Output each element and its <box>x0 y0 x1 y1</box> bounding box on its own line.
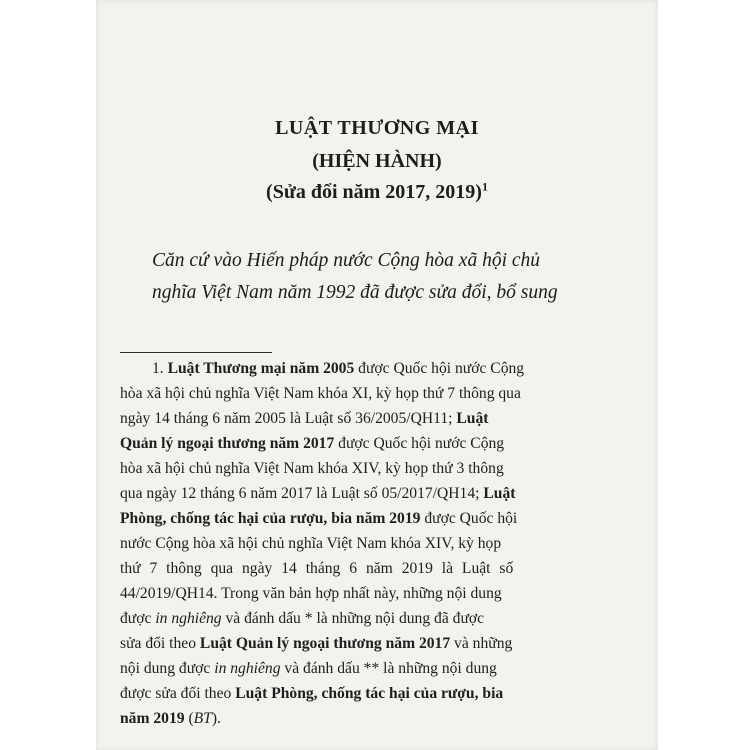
footnote-line-6 <box>120 485 515 503</box>
fn-bold: Phòng, chống tác hại của rượu, bia năm 2019 <box>120 510 421 527</box>
fn-italic: BT <box>193 710 212 727</box>
fn-bold: Luật Phòng, chống tác hại của rượu, bia <box>235 685 504 702</box>
footnote-line-15 <box>120 710 221 728</box>
fn-text: được Quốc hội <box>420 510 518 527</box>
footnote-line-4 <box>120 435 504 453</box>
fn-bold: Luật <box>456 410 489 427</box>
fn-text: được Quốc hội nước Cộng <box>334 435 505 452</box>
footnote-line-2: hòa xã hội chủ nghĩa Việt Nam khóa XI, kỳ họp thứ 7 thông qua <box>120 385 521 402</box>
fn-text: được sửa đổi theo <box>120 685 236 702</box>
fn-text: ( <box>184 710 194 727</box>
fn-bold: Luật Quản lý ngoại thương năm 2017 <box>199 635 451 652</box>
intro-line-1: Căn cứ vào Hiến pháp nước Cộng hòa xã hội chủ <box>152 250 541 271</box>
footnote-line-10: 44/2019/QH14. Trong văn bản hợp nhất này, những nội dung <box>120 585 502 602</box>
fn-italic: in nghiêng <box>214 660 281 677</box>
footnote-line-7 <box>120 510 517 528</box>
law-amendment-note <box>96 181 658 204</box>
footnote-line-13 <box>120 660 497 678</box>
fn-bold: năm 2019 <box>120 710 185 727</box>
footnote-line-14 <box>120 685 503 703</box>
fn-italic: in nghiêng <box>155 610 222 627</box>
law-title: LUẬT THƯƠNG MẠI <box>275 117 479 139</box>
fn-text: được <box>120 610 156 627</box>
footnote-line-3 <box>120 410 488 428</box>
fn-bold: Luật <box>483 485 516 502</box>
fn-bold: Quản lý ngoại thương năm 2017 <box>120 435 335 452</box>
fn-text: qua ngày 12 tháng 6 năm 2017 là Luật số 05/2017/QH14; <box>120 485 484 502</box>
footnote-line-12 <box>120 635 512 653</box>
footnote-line-8: nước Cộng hòa xã hội chủ nghĩa Việt Nam khóa XIV, kỳ họp <box>120 535 502 552</box>
fn-text: nội dung được <box>120 660 215 677</box>
footnote-line-9: thứ 7 thông qua ngày 14 tháng 6 năm 2019 là Luật số <box>120 560 514 577</box>
footnote-line-1 <box>152 360 524 378</box>
fn-bold: Luật Thương mại năm 2005 <box>167 360 355 377</box>
footnote-divider <box>120 352 272 353</box>
fn-text: được Quốc hội nước Cộng <box>354 360 525 377</box>
fn-text: ngày 14 tháng 6 năm 2005 là Luật số 36/2005/QH11; <box>120 410 457 427</box>
fn-text: và những <box>450 635 513 652</box>
footnote-marker: 1 <box>481 179 488 194</box>
fn-text: và đánh dấu ** là những nội dung <box>280 660 497 677</box>
fn-text: sửa đổi theo <box>120 635 200 652</box>
footnote-line-11 <box>120 610 484 628</box>
footnote-line-5: hòa xã hội chủ nghĩa Việt Nam khóa XIV, kỳ họp thứ 3 thông <box>120 460 504 477</box>
book-page <box>96 0 658 750</box>
law-status: (HIỆN HÀNH) <box>312 150 442 172</box>
fn-text: và đánh dấu * là những nội dung đã được <box>221 610 485 627</box>
intro-line-2: nghĩa Việt Nam năm 1992 đã được sửa đổi, bổ sung <box>152 282 558 303</box>
amendment-text: (Sửa đổi năm 2017, 2019) <box>266 181 482 203</box>
fn-text: 1. <box>152 360 168 377</box>
fn-text: ). <box>211 710 221 727</box>
